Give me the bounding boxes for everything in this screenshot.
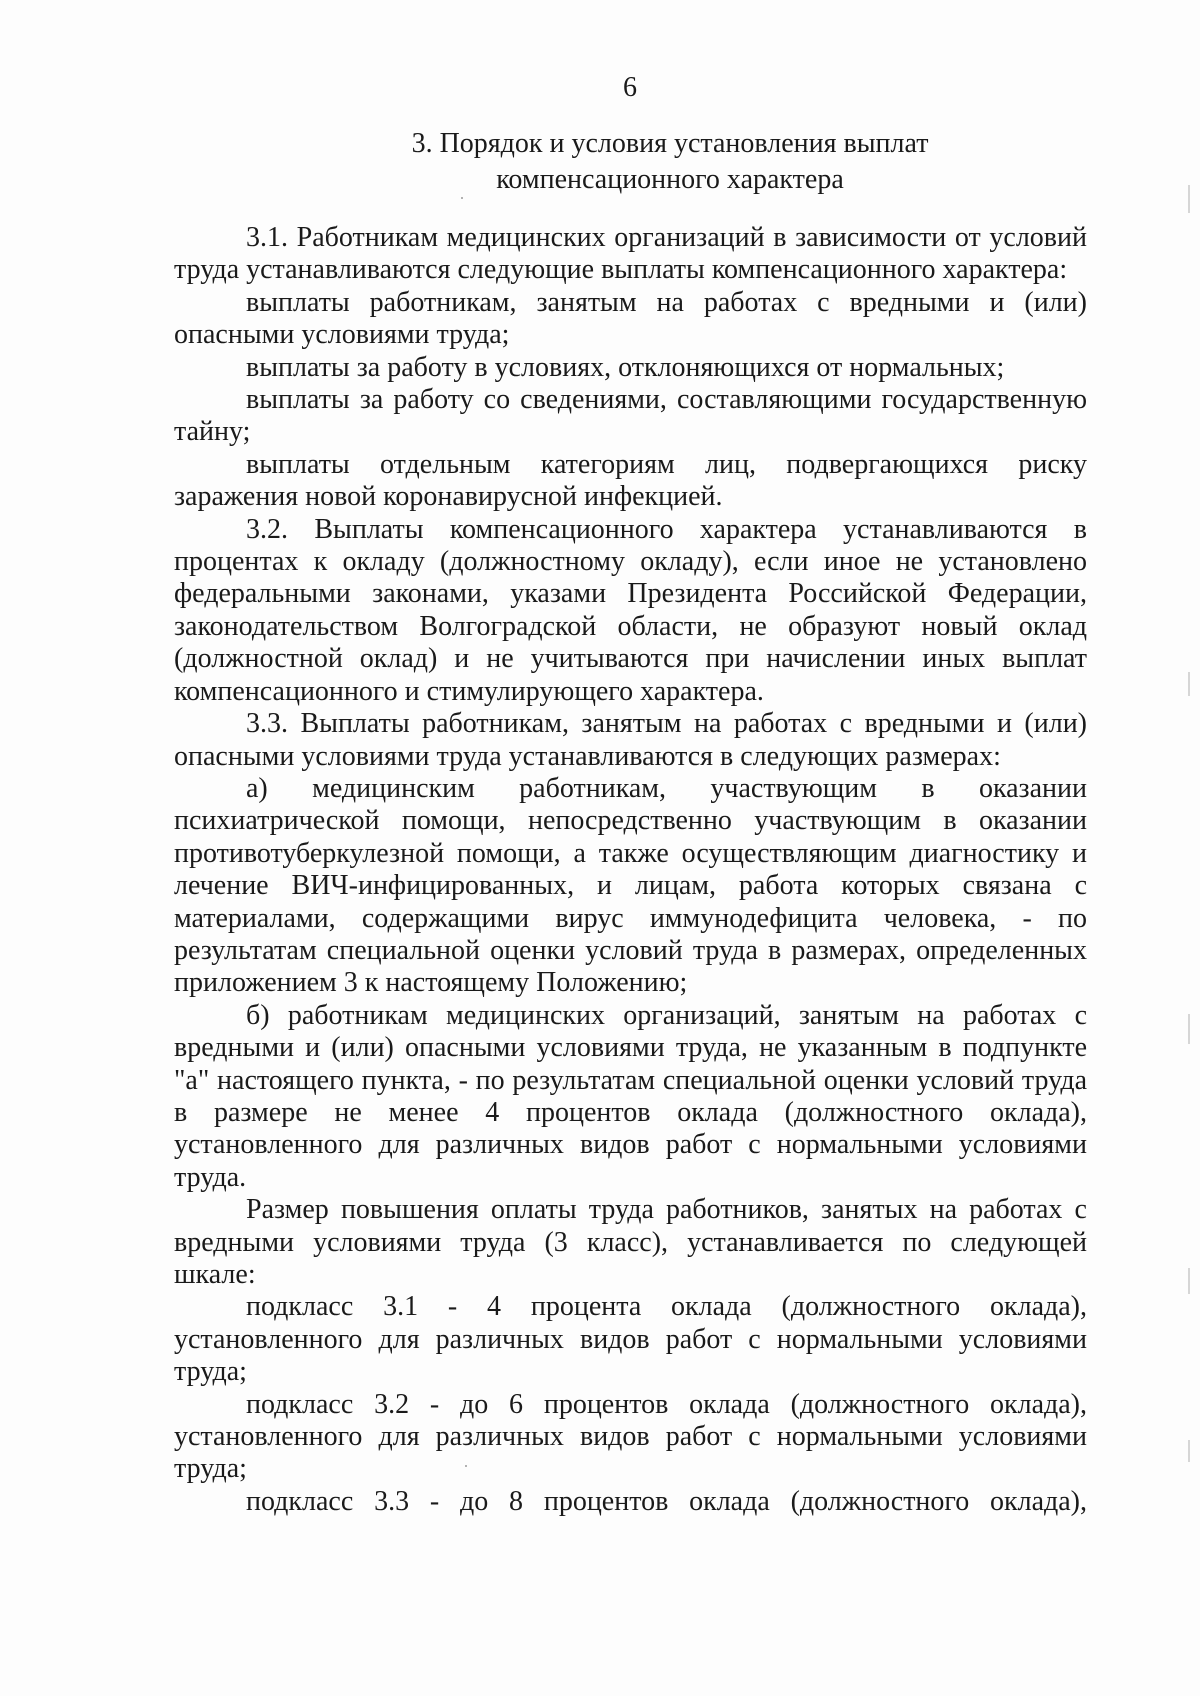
scan-margin-mark	[1188, 185, 1190, 213]
paragraph-3-3: 3.3. Выплаты работникам, занятым на работах с вредными и (или) опасными условиями труда устанавливаются в следующих размерах:	[174, 708, 1087, 772]
scan-margin-mark	[1188, 672, 1190, 696]
list-item-abnormal-conditions: выплаты за работу в условиях, отклоняющихся от нормальных;	[246, 351, 1005, 383]
section-heading	[330, 126, 1010, 198]
list-item-state-secret: выплаты за работу со сведениями, составляющими государственную тайну;	[174, 384, 1087, 448]
page-number: 6	[623, 72, 637, 103]
subparagraph-a: а) медицинским работникам, участвующим в оказании психиатрической помощи, непосредственно участвующим в оказании противотуберкулезной помощи, а также осуществляющим диагностику и лечение ВИЧ-инфицированных, и лицам, работа которых связана с материалами, содержащими вирус иммунодефицита человека, - по результатам специальной оценки условий труда в размерах, определенных приложением 3 к настоящему Положению;	[174, 772, 1087, 999]
list-item-coronavirus-risk: выплаты отдельным категориям лиц, подвергающихся риску заражения новой коронавирусной инфекцией.	[174, 448, 1087, 513]
subclass-3-2: подкласс 3.2 - до 6 процентов оклада (должностного оклада), установленного для различных видов работ с нормальными условиями труда;	[174, 1388, 1087, 1485]
scan-margin-mark	[1188, 1014, 1190, 1044]
subparagraph-b: б) работникам медицинских организаций, занятым на работах с вредными и (или) опасными условиями труда, не указанным в подпункте "а" настоящего пункта, - по результатам специальной оценки условий труда в размере не менее 4 процентов оклада (должностного оклада), установленного для различных видов работ с нормальными условиями труда.	[174, 999, 1087, 1193]
paragraph-3-1: 3.1. Работникам медицинских организаций в зависимости от условий труда устанавливаются следующие выплаты компенсационного характера:	[174, 222, 1087, 286]
scan-speck	[465, 1465, 467, 1467]
paragraph-scale-intro: Размер повышения оплаты труда работников, занятых на работах с вредными условиями труда (3 класс), устанавливается по следующей шкале:	[174, 1194, 1087, 1290]
section-title-line-2: компенсационного характера	[496, 164, 844, 195]
subclass-3-1: подкласс 3.1 - 4 процента оклада (должностного оклада), установленного для различных видов работ с нормальными условиями труда;	[174, 1291, 1087, 1388]
list-item-harmful-conditions: выплаты работникам, занятым на работах с вредными и (или) опасными условиями труда;	[174, 286, 1087, 351]
section-title-line-1: 3. Порядок и условия установления выплат	[411, 128, 929, 159]
document-body	[174, 222, 1087, 1518]
paragraph-3-2: 3.2. Выплаты компенсационного характера устанавливаются в процентах к окладу (должностному окладу), если иное не установлено федеральными законами, указами Президента Российской Федерации, законодательством Волгоградской области, не образуют новый оклад (должностной оклад) и не учитываются при начислении иных выплат компенсационного и стимулирующего характера.	[174, 513, 1087, 707]
scan-margin-mark	[1188, 1440, 1190, 1462]
scan-margin-mark	[1188, 1268, 1190, 1294]
scan-speck	[461, 197, 463, 199]
subclass-3-3: подкласс 3.3 - до 8 процентов оклада (должностного оклада),	[246, 1485, 1087, 1517]
